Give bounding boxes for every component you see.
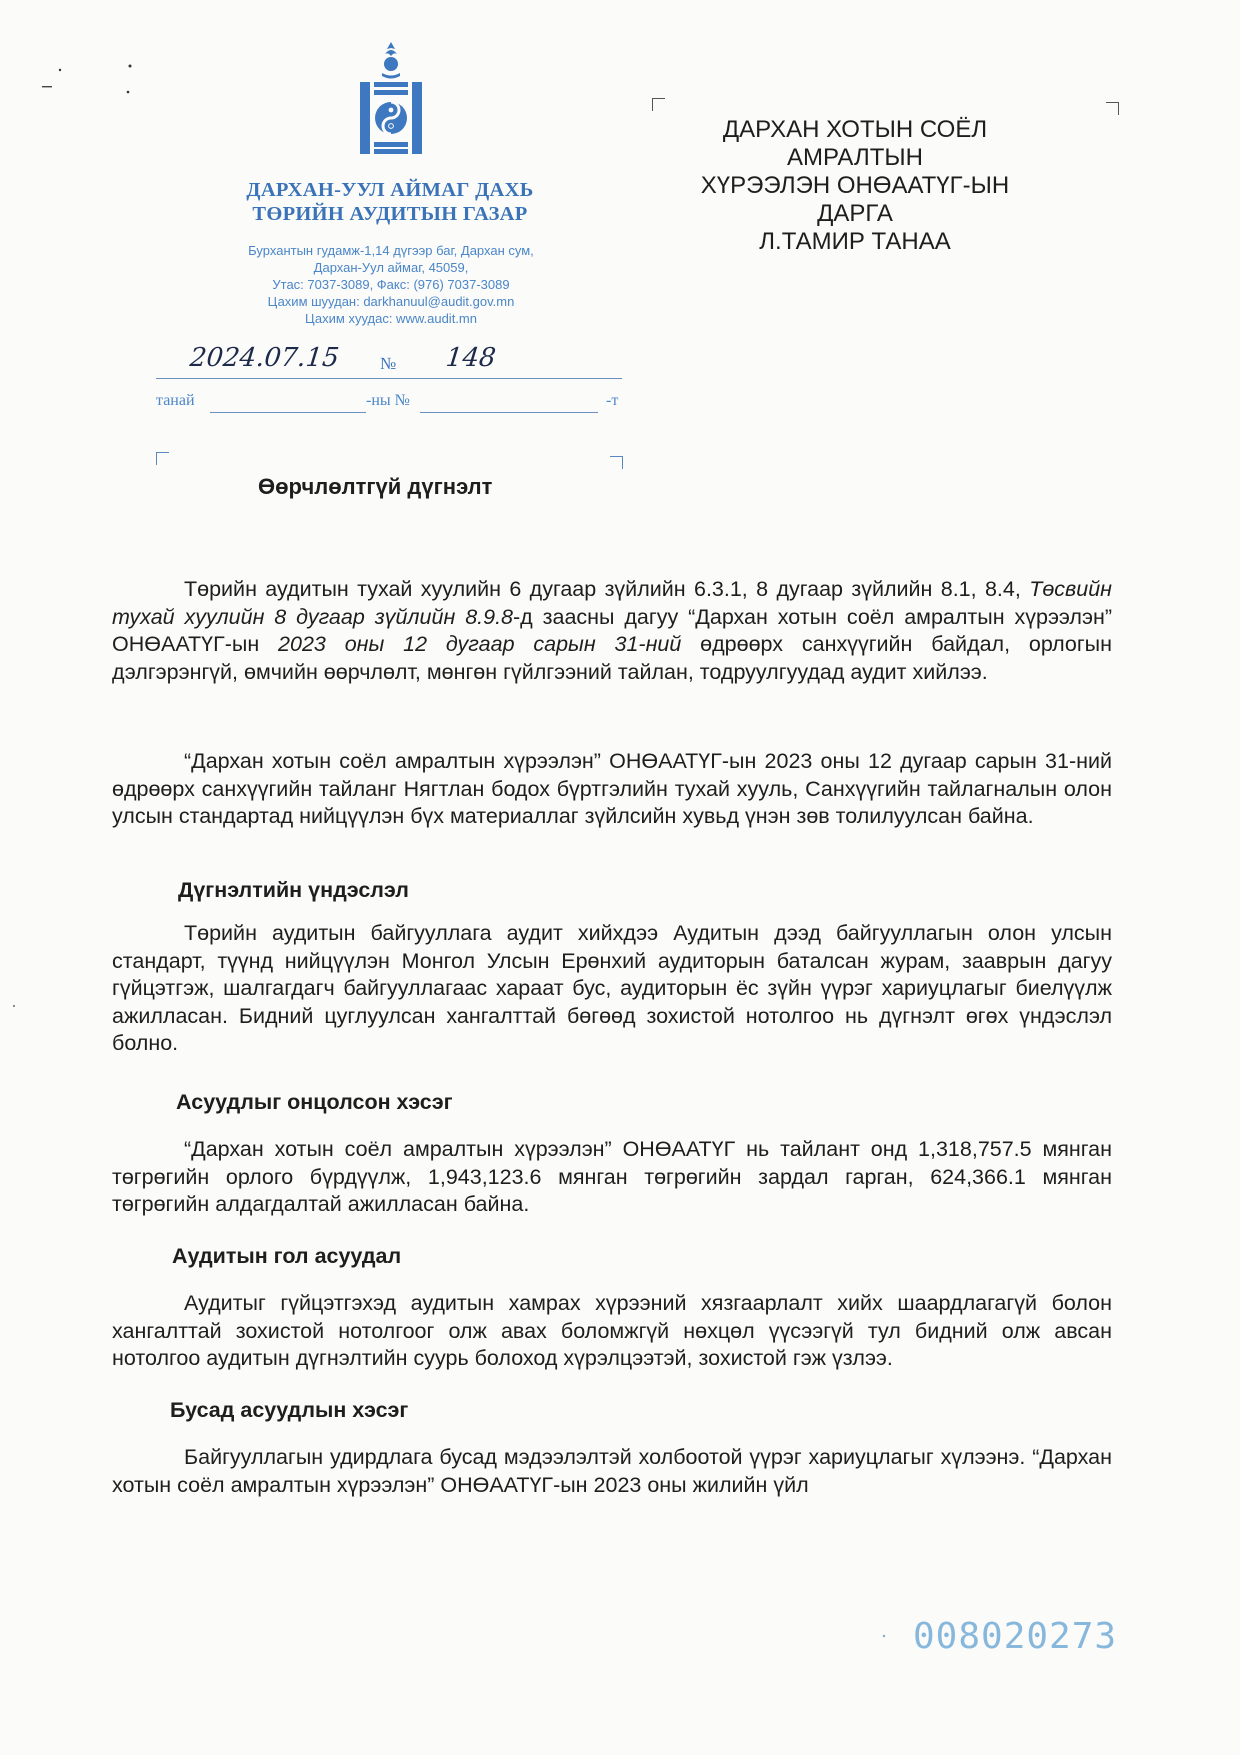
handwritten-date: 2024.07.15 <box>188 343 341 373</box>
heading-other-matters: Бусад асуудлын хэсэг <box>170 1398 409 1422</box>
addressee-left-bracket <box>652 98 665 111</box>
paragraph-audit-scope <box>112 576 1112 686</box>
contact-address-line-2: Дархан-Уул аймаг, 45059, <box>313 260 469 275</box>
heading-key-audit-matters: Аудитын гол асуудал <box>172 1244 402 1268</box>
reference-rule-2 <box>420 412 598 413</box>
contact-block <box>196 242 586 327</box>
paragraph-opinion: “Дархан хотын соёл амралтын хүрээлэн” ОНӨААТҮГ-ын 2023 оны 12 дугаар сарын 31-ний өдрөөрх санхүүгийн тайланг Нягтлан бодох бүртгэлийн тухай хууль, Санхүүгийн тайлагналын олон улсын стандартад нийцүүлэн бүх материаллаг зүйлсийн хувьд үнэн зөв толилуулсан байна. <box>112 749 1112 828</box>
paragraph-1-italic-law: Төсвийн тухай хуулийн 8 дугаар зүйлийн 8.9.8 <box>112 577 1112 629</box>
organization-name <box>200 178 580 226</box>
handwritten-number: 148 <box>444 343 498 373</box>
contact-phone: Утас: 7037-3089, Факс: (976) 7037-3089 <box>272 277 510 292</box>
addressee-block <box>660 116 1050 256</box>
contact-address-line: Бурхантын гудамж-1,14 дүгээр баг, Дархан сум, <box>248 243 534 258</box>
serial-number-stamp: 008020273 <box>913 1616 1118 1657</box>
paragraph-emphasis-of-matter: “Дархан хотын соёл амралтын хүрээлэн” ОНӨААТҮГ нь тайлант онд 1,318,757.5 мянган төгрөгийн орлого бүрдүүлж, 1,943,123.6 мянган төгрөгийн зардал гарган, 624,366.1 мянган төгрөгийн алдагдалтай ажилласан байна. <box>112 1137 1112 1216</box>
contact-email: Цахим шуудан: darkhanuul@audit.gov.mn <box>267 294 515 309</box>
reference-suffix: -т <box>606 392 619 409</box>
addressee-right-bracket <box>1106 102 1119 115</box>
paragraph-1-part-c: өдрөөрх санхүүгийн байдал, орлогын дэлгэрэнгүй, өмчийн өөрчлөлт, мөнгөн гүйлгээний тайлан, тодруулгуудад аудит хийлээ. <box>112 632 1112 684</box>
soyombo-emblem-icon <box>356 40 426 158</box>
reference-prefix: танай <box>156 392 195 409</box>
paragraph-key-audit-matters: Аудитыг гүйцэтгэхэд аудитын хамрах хүрээний хязгаарлалт хийх шаардлагагүй болон хангалттай зохистой нотолгоог олж авах боломжгүй нөхцөл үүсээгүй тул бидний олж авсан нотолгоо аудитын дүгнэлтийн суурь болоход хүрэлцээтэй, зохистой гэж үзлээ. <box>112 1291 1112 1370</box>
reference-rule-1 <box>210 412 366 413</box>
paragraph-1-part-a: Төрийн аудитын тухай хуулийн 6 дугаар зүйлийн 6.3.1, 8 дугаар зүйлийн 8.1, 8.4, <box>184 577 1030 601</box>
number-label: № <box>380 354 397 373</box>
heading-emphasis-of-matter: Асуудлыг онцолсон хэсэг <box>176 1090 453 1114</box>
addressee-line-1: ДАРХАН ХОТЫН СОЁЛ АМРАЛТЫН <box>722 116 988 171</box>
right-corner-bracket <box>610 456 623 469</box>
paragraph-basis-for-opinion: Төрийн аудитын байгууллага аудит хийхдээ Аудитын дээд байгууллагын олон улсын стандарт, түүнд нийцүүлэн Монгол Улсын Ерөнхий аудиторын баталсан журам, зааврын дагуу гүйцэтгэж, шалгагдагч байгууллагаас хараат бус, аудиторын ёс зүйн үүрэг хариуцлагыг биелүүлж ажилласан. Бидний цуглуулсан хангалттай бөгөөд зохистой нотолгоо нь дүгнэлт өгөх үндэслэл болно. <box>112 921 1112 1055</box>
paragraph-1-italic-date: 2023 оны 12 дугаар сарын 31-ний <box>278 632 682 656</box>
paragraph-other-matters: Байгууллагын удирдлага бусад мэдээлэлтэй холбоотой үүрэг хариуцлагыг хүлээнэ. “Дархан хотын соёл амралтын хүрээлэн” ОНӨААТҮГ-ын 2023 оны жилийн үйл <box>112 1445 1112 1497</box>
organization-name-line-1: ДАРХАН-УУЛ АЙМАГ ДАХЬ <box>246 179 534 201</box>
organization-name-line-2: ТӨРИЙН АУДИТЫН ГАЗАР <box>252 203 528 225</box>
addressee-line-3: Л.ТАМИР ТАНАА <box>759 228 951 255</box>
heading-basis-for-opinion: Дүгнэлтийн үндэслэл <box>178 878 409 902</box>
addressee-line-2: ХҮРЭЭЛЭН ОНӨААТҮГ-ЫН ДАРГА <box>700 172 1010 227</box>
reference-middle: -ны № <box>366 392 410 409</box>
document-title: Өөрчлөлтгүй дүгнэлт <box>258 474 493 499</box>
paragraph-1-part-b: -д заасны дагуу “Дархан хотын соёл амралтын хүрээлэн” ОНӨААТҮГ-ын <box>112 604 1112 656</box>
contact-website: Цахим хуудас: www.audit.mn <box>305 311 477 326</box>
left-corner-bracket <box>156 452 169 465</box>
